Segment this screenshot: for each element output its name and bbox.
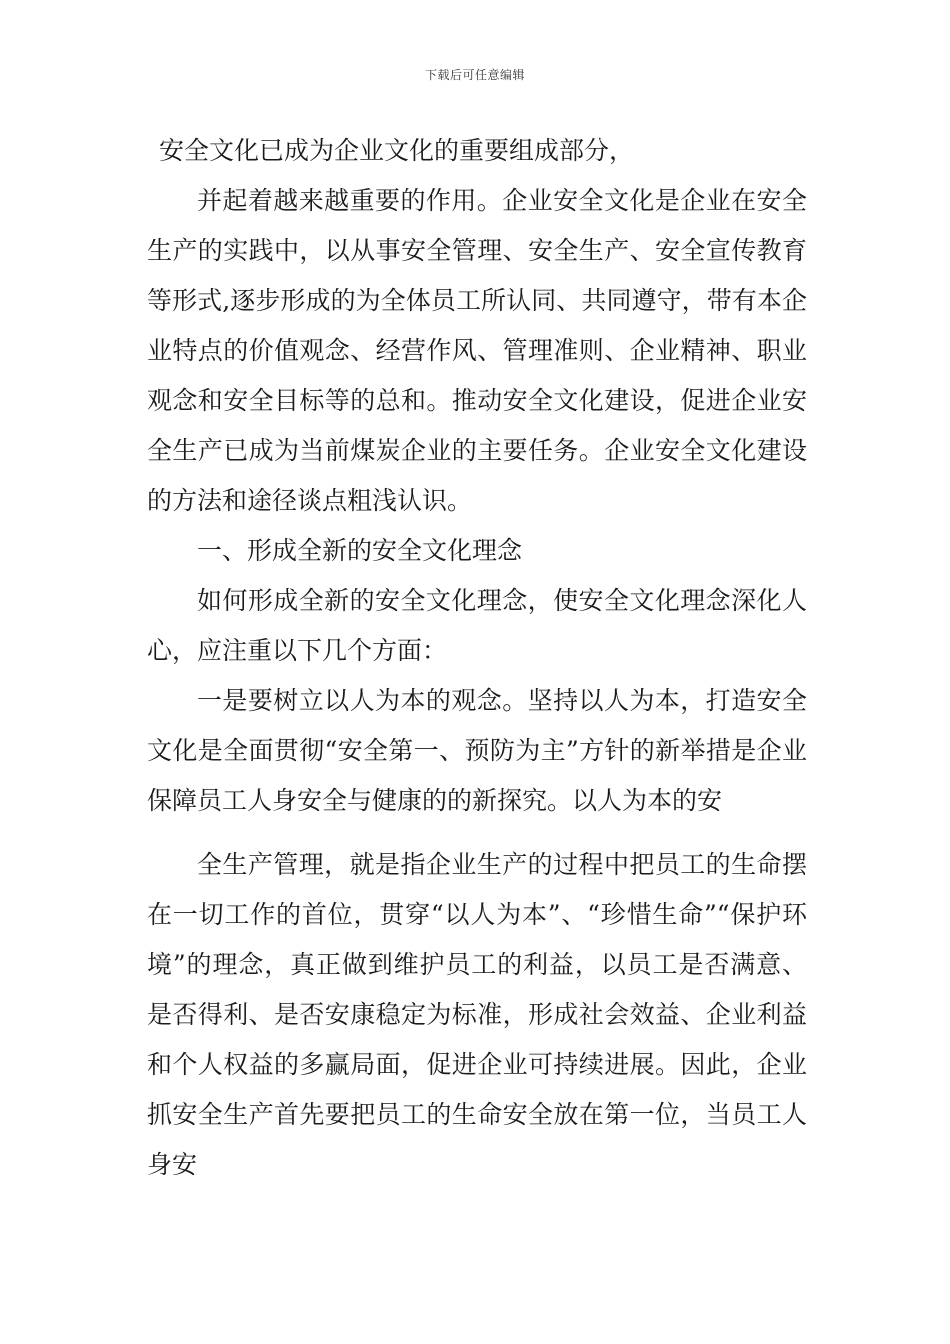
paragraph-role: 并起着越来越重要的作用。企业安全文化是企业在安全生产的实践中，以从事安全管理、安全生产、安全宣传教育等形式,逐步形成的为全体员工所认同、共同遵守，带有本企业特点的价值观念、经营作风、管理准则、企业精神、职业观念和安全目标等的总和。推动安全文化建设，促进企业安全生产已成为当前煤炭企业的主要任务。企业安全文化建设的方法和途径谈点粗浅认识。 [147,186,807,515]
paragraph-people-first: 一是要树立以人为本的观念。坚持以人为本，打造安全文化是全面贯彻“安全第一、预防为主”方针的新举措是企业保障员工人身安全与健康的的新探究。以人为本的安 [147,686,807,815]
paragraph-production-management: 全生产管理，就是指企业生产的过程中把员工的生命摆在一切工作的首位，贯穿“以人为本”、“珍惜生命”“保护环境”的理念，真正做到维护员工的利益，以员工是否满意、是否得利、是否安康稳定为标准，形成社会效益、企业利益和个人权益的多赢局面，促进企业可持续进展。因此，企业抓安全生产首先要把员工的生命安全放在第一位，当员工人身安 [147,850,807,1179]
paragraph-how: 如何形成全新的安全文化理念，使安全文化理念深化人心，应注重以下几个方面： [147,586,807,665]
section-heading-1: 一、形成全新的安全文化理念 [197,536,523,565]
document-body [147,126,807,1190]
paragraph-intro: 安全文化已成为企业文化的重要组成部分， [159,136,635,165]
page-header-note: 下载后可任意编辑 [424,68,525,82]
